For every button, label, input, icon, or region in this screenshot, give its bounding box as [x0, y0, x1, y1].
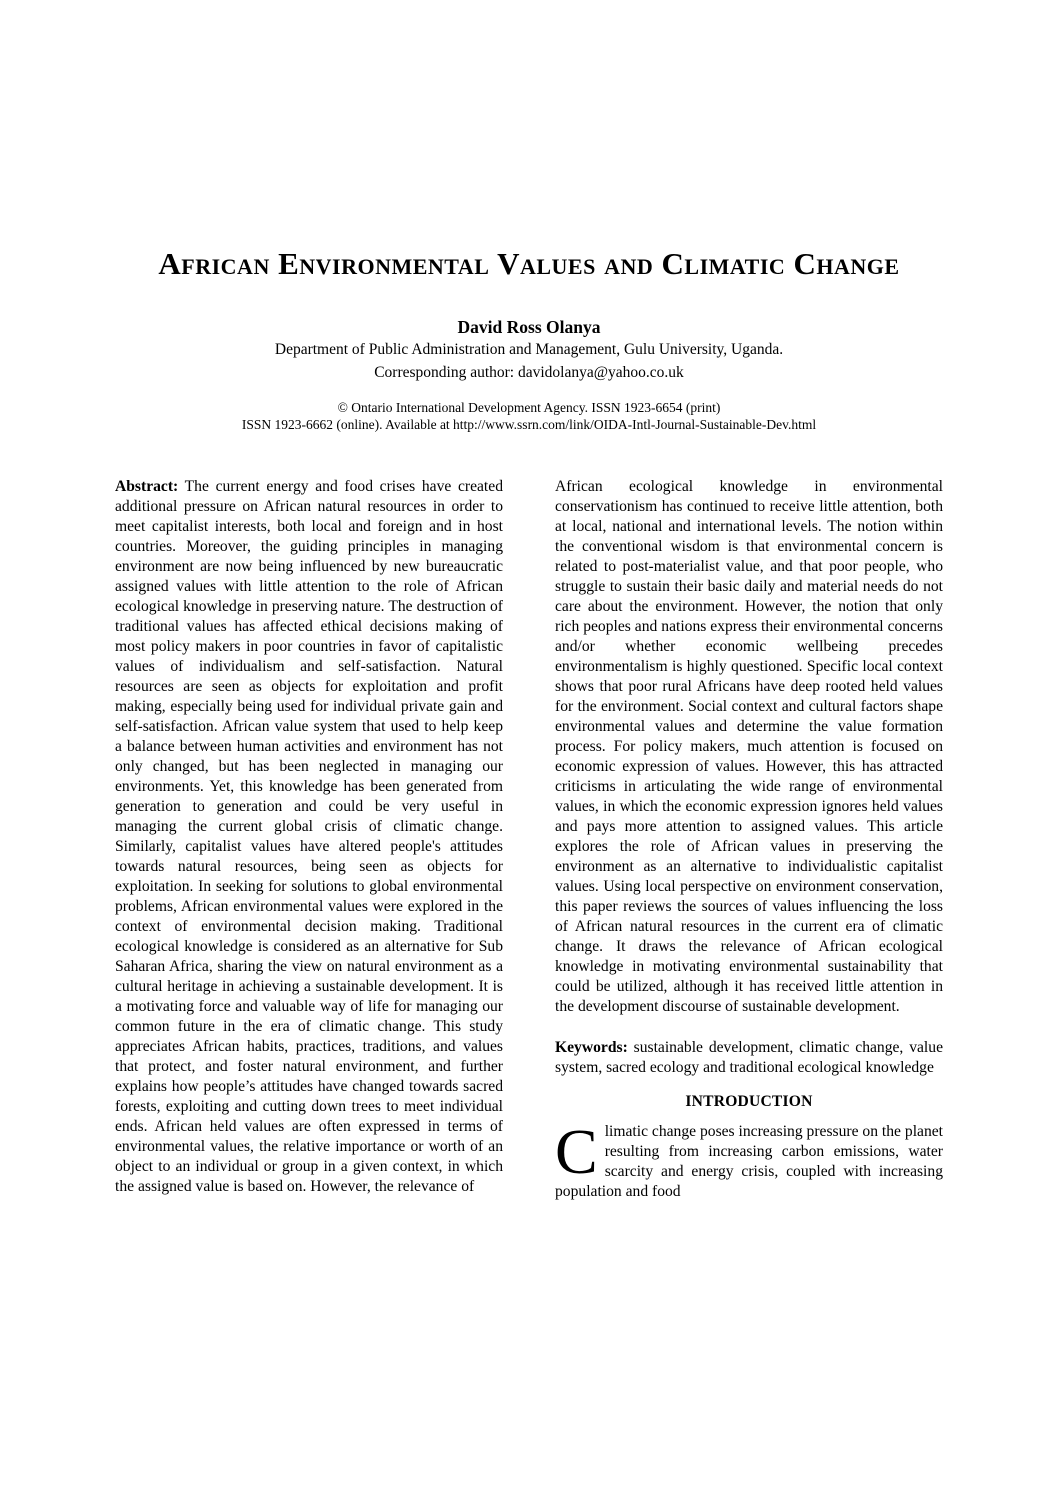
- abstract-paragraph-part1: [115, 477, 503, 1197]
- abstract-paragraph-part2: [555, 477, 943, 1017]
- author-name: David Ross Olanya: [457, 317, 601, 337]
- dropcap-letter: C: [555, 1116, 598, 1187]
- abstract-label: Abstract:: [115, 478, 179, 495]
- copyright-issn-print-line: © Ontario International Development Agency. ISSN 1923-6654 (print): [337, 400, 721, 415]
- paper-header: [0, 0, 1058, 433]
- right-column: [555, 477, 943, 1339]
- corresponding-author-line: Corresponding author: davidolanya@yahoo.co.uk: [374, 364, 684, 381]
- introduction-text: limatic change poses increasing pressure on the planet resulting from increasing carbon emissions, water scarcity and energy crisis, coupled with increasing population and food: [555, 1123, 943, 1200]
- two-column-body: [115, 477, 943, 1339]
- keywords-paragraph: [555, 1038, 943, 1078]
- author-affiliation: Department of Public Administration and Management, Gulu University, Uganda.: [274, 341, 784, 358]
- keywords-label: Keywords:: [555, 1039, 628, 1056]
- publisher-issn-block: [0, 399, 1058, 433]
- introduction-paragraph: [555, 1116, 943, 1202]
- abstract-text-part1: The current energy and food crises have created additional pressure on African natural resources in order to meet capitalist interests, both local and foreign and in host countries. Moreover, the guiding principles in managing environment are now being influenced by new bureaucratic assigned values with little attention to the role of African ecological knowledge in preserving nature. The destruction of traditional values has affected ethical decisions making of most policy makers in poor countries in favor of capitalistic values of individualism and self-satisfaction. Natural resources are seen as objects for exploitation and profit making, especially being used for individual private gain and self-satisfaction. African value system that used to help keep a balance between human activities and environment has not only changed, but has been neglected in managing our environments. Yet, this knowledge has been generated from generation to generation and could be very useful in managing the current global crisis of climatic change. Similarly, capitalist values have altered people's attitudes towards natural resources, being seen as objects for exploitation. In seeking for solutions to global environmental problems, African environmental values were explored in the context of environmental decision making. Traditional ecological knowledge is considered as an alternative for Sub Saharan Africa, sharing the view on natural environment as a cultural heritage in achieving a sustainable development. It is a motivating force and valuable way of life for managing our common future in the era of climatic change. This study appreciates African habits, practices, traditions, and values that protect, and foster natural environment, and further explains how people’s attitudes have changed towards sacred forests, exploiting and cutting down trees to meet individual ends. African held values are often expressed in terms of environmental values, the relative importance or worth of an object to an individual or group in a given context, in which the assigned value is based on. However, the relevance of: [115, 478, 503, 1195]
- left-column: [115, 477, 503, 1339]
- issn-online-url-line: ISSN 1923-6662 (online). Available at http://www.ssrn.com/link/OIDA-Intl-Journal-Sustainable-Dev.html: [241, 417, 817, 432]
- paper-title: African Environmental Values and Climatic Change: [158, 246, 900, 281]
- abstract-text-part2: African ecological knowledge in environmental conservationism has continued to receive little attention, both at local, national and international levels. The notion within the conventional wisdom is that environmental concern is related to post-materialist value, and that poor people, who struggle to sustain their basic daily and material needs do not care about the environment. However, the notion that only rich peoples and nations express their environmental concerns and/or whether economic wellbeing precedes environmentalism is highly questioned. Specific local context shows that poor rural Africans have deep rooted held values for the environment. Social context and cultural factors shape environmental values and determine the value formation process. For policy makers, much attention is focused on economic expression of values. However, this has attracted criticisms in articulating the wide range of environmental values, in which the economic expression ignores held values and pays more attention to assigned values. This article explores the role of African values in preserving the environment as an alternative to individualistic capitalist values. Using local perspective on environment conservation, this paper reviews the sources of values influencing the loss of African natural resources in the current era of climatic change. It draws the relevance of African ecological knowledge in motivating environmental sustainability that could be utilized, although it has received little attention in the development discourse of sustainable development.: [555, 478, 943, 1015]
- introduction-heading: INTRODUCTION: [685, 1093, 813, 1110]
- keywords-text: sustainable development, climatic change, value system, sacred ecology and traditional ecological knowledge: [555, 1039, 943, 1076]
